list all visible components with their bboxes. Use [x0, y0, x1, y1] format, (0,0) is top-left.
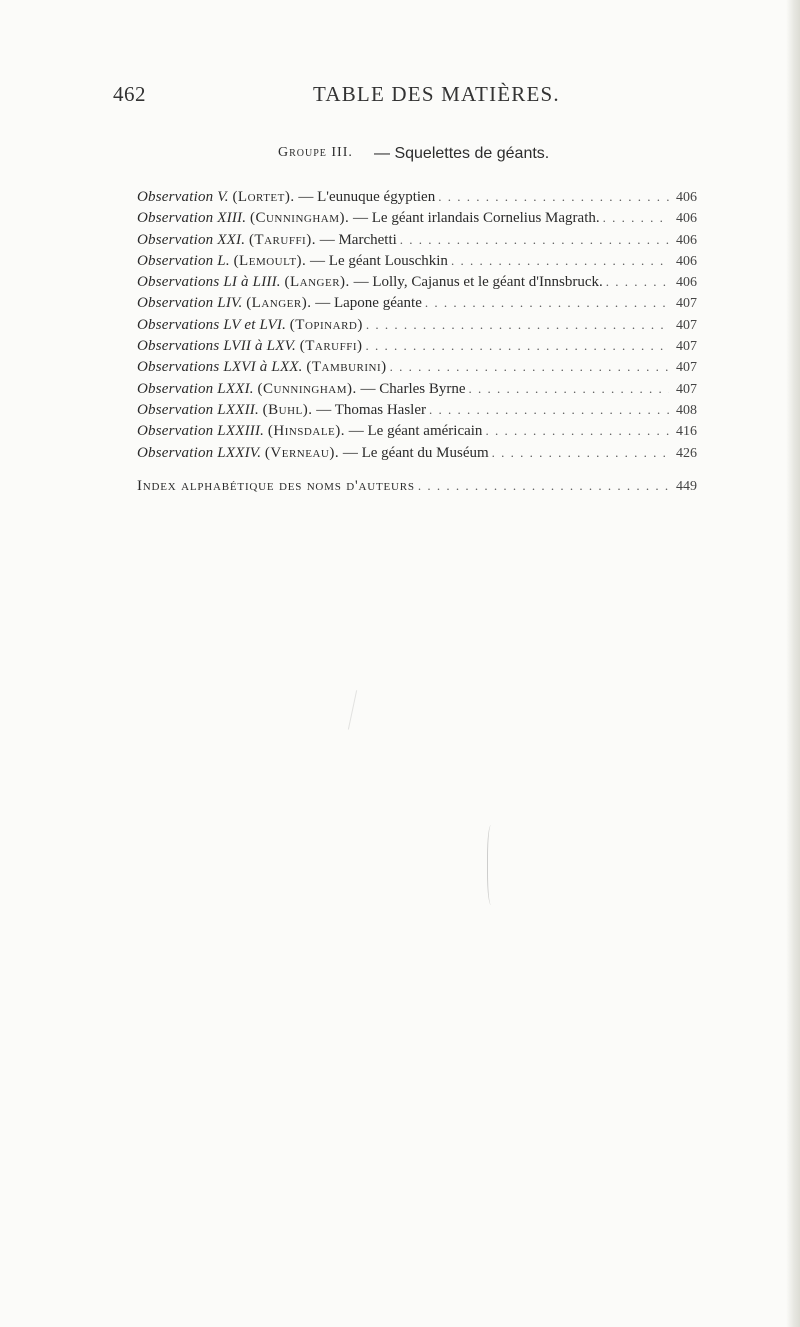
toc-entry [137, 292, 697, 313]
observation-label: Observation LXXIV. [137, 444, 262, 461]
group-label: Groupe III. [278, 145, 353, 160]
author-name: (Buhl). [262, 401, 313, 418]
toc-entry-text [137, 230, 400, 251]
author-name: (Langer). [284, 274, 350, 291]
observation-label: Observation XXI. [137, 231, 246, 248]
observation-label: Observation L. [137, 252, 230, 269]
index-label: Index alphabétique des noms d'auteurs [137, 476, 418, 497]
toc-entry-text [137, 400, 429, 421]
page-header [0, 82, 800, 112]
entry-page-number: 407 [676, 381, 697, 397]
toc-entry-text [137, 336, 366, 357]
entry-page-number: 426 [676, 445, 697, 461]
entry-description: — Thomas Hasler [316, 401, 426, 418]
dot-leader [366, 335, 670, 356]
dot-leader [603, 207, 669, 228]
dot-leader [606, 271, 669, 292]
group-title: — Squelettes de géants. [374, 145, 550, 162]
entry-page-number: 407 [676, 296, 697, 312]
toc-entry [137, 335, 697, 356]
author-name: (Verneau). [264, 444, 340, 461]
toc-entry-text [137, 357, 390, 378]
entry-page-number: 408 [676, 402, 697, 418]
author-name: (Lemoult). [233, 252, 307, 269]
entry-page-number: 406 [676, 211, 697, 227]
toc-entry [137, 378, 697, 399]
author-name: (Cunningham). [257, 380, 357, 397]
entry-page-number: 406 [676, 275, 697, 291]
entry-page-number: 407 [676, 339, 697, 355]
toc-entry [137, 207, 697, 228]
index-entry [137, 475, 697, 496]
observation-label: Observation V. [137, 189, 229, 205]
dot-leader [429, 399, 669, 420]
dot-leader [485, 420, 669, 441]
author-name: (Tamburini) [306, 359, 387, 376]
dot-leader [418, 475, 669, 496]
toc-entry-text [137, 272, 606, 293]
author-name: (Topinard) [289, 316, 363, 333]
entry-description: — Le géant irlandais Cornelius Magrath. [353, 210, 600, 227]
entry-page-number: 406 [676, 253, 697, 269]
dot-leader [492, 442, 669, 463]
entry-description: — Lapone géante [315, 295, 422, 312]
toc-entry-text [137, 293, 425, 314]
entry-page-number: 407 [676, 317, 697, 333]
entry-description: — Le géant américain [348, 423, 483, 440]
toc-entry [137, 271, 697, 292]
observation-label: Observation LXXI. [137, 380, 254, 397]
entry-description: — L'eunuque égyptien [298, 189, 436, 205]
entry-page-number: 407 [676, 360, 697, 376]
observation-label: Observation LXXIII. [137, 423, 265, 440]
table-of-contents [137, 186, 697, 496]
toc-entry [137, 186, 697, 207]
paper-mark [348, 690, 358, 730]
dot-leader [451, 250, 669, 271]
page-edge [786, 0, 800, 1327]
entry-description: — Le géant du Muséum [342, 444, 489, 461]
entry-page-number: 406 [676, 232, 697, 248]
entry-page-number: 406 [676, 190, 697, 205]
entry-description: — Lolly, Cajanus et le géant d'Innsbruck. [353, 274, 603, 291]
toc-entry [137, 399, 697, 420]
dot-leader [390, 356, 669, 377]
entry-description: — Marchetti [319, 231, 397, 248]
observation-label: Observations LVII à LXV. [137, 338, 296, 355]
author-name: (Lortet). [232, 189, 295, 205]
toc-entry-text [137, 187, 438, 208]
toc-entry [137, 356, 697, 377]
dot-leader [438, 186, 669, 207]
toc-entry-text [137, 208, 603, 229]
author-name: (Hinsdale). [267, 423, 345, 440]
observation-label: Observations LI à LIII. [137, 274, 281, 291]
observation-label: Observations LXVI à LXX. [137, 359, 303, 376]
observation-label: Observations LV et LVI. [137, 316, 287, 333]
observation-label: Observation LXXII. [137, 401, 259, 418]
index-page-number: 449 [676, 478, 697, 494]
author-name: (Cunningham). [249, 210, 350, 227]
page-number: 462 [113, 82, 146, 106]
dot-leader [425, 292, 669, 313]
toc-entry-text [137, 421, 485, 442]
dot-leader [366, 314, 669, 335]
toc-entry [137, 314, 697, 335]
toc-entry-text [137, 251, 451, 272]
author-name: (Taruffi). [248, 231, 316, 248]
toc-entry [137, 420, 697, 441]
observation-label: Observation XIII. [137, 210, 247, 227]
toc-entry-text [137, 443, 492, 464]
toc-entry [137, 229, 697, 250]
entry-description: — Le géant Louschkin [310, 252, 448, 269]
running-title: TABLE DES MATIÈRES. [313, 82, 560, 106]
dot-leader [469, 378, 669, 399]
entry-description: — Charles Byrne [360, 380, 466, 397]
toc-entry [137, 442, 697, 463]
author-name: (Taruffi) [299, 338, 363, 355]
dot-leader [400, 229, 669, 250]
toc-entry [137, 250, 697, 271]
toc-entry-text [137, 379, 469, 400]
observation-label: Observation LIV. [137, 295, 243, 312]
author-name: (Langer). [246, 295, 312, 312]
toc-entry-text [137, 315, 366, 336]
entry-page-number: 416 [676, 424, 697, 440]
paper-mark [487, 825, 497, 905]
